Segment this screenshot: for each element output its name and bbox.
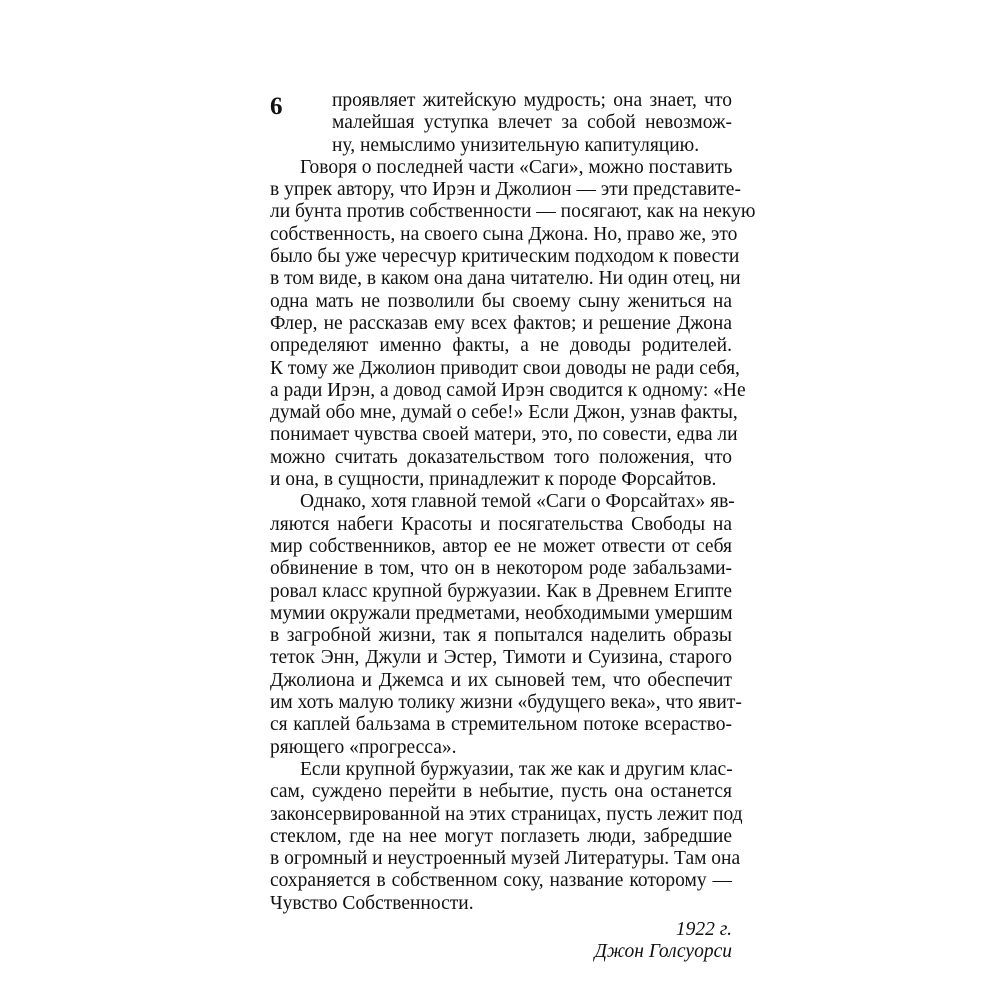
text-line: было бы уже чересчур критическим подходом к повести (270, 246, 740, 268)
text-line: в том виде, в каком она дана читателю. Ни один отец, ни (270, 268, 741, 290)
text-line: можно считать доказательством того положения, что (270, 446, 732, 468)
text-line: в огромный и неустроенный музей Литературы. Там она (270, 848, 741, 870)
text-line: ся каплей бальзама в стремительном потоке всераство- (270, 714, 732, 736)
text-line: ну, немыслимо унизительную капитуляцию. (332, 134, 700, 156)
signature-author: Джон Голсуорси (594, 941, 732, 963)
text-line: собственность, на своего сына Джона. Но, право же, это (270, 223, 738, 245)
text-line: проявляет житейскую мудрость; она знает, что (332, 90, 732, 111)
text-line: малейшая уступка влечет за собой невозмож- (332, 112, 732, 134)
text-line: ляются набеги Красоты и посягательства Свободы на (270, 513, 732, 535)
text-line: а ради Ирэн, а довод самой Ирэн сводится к одному: «Не (270, 379, 746, 401)
text-line: К тому же Джолион приводит свои доводы не ради себя, (270, 357, 740, 379)
text-line: Джолиона и Джемса и их сыновей тем, что обеспечит (270, 669, 732, 691)
text-line: стеклом, где на нее могут поглазеть люди, забредшие (270, 825, 732, 847)
text-line: Флер, не рассказав ему всех фактов; и решение Джона (270, 312, 732, 334)
text-line: Говоря о последней части «Саги», можно поставить (300, 156, 733, 178)
text-line: Если крупной буржуазии, так же как и другим клас- (300, 758, 733, 780)
page-number: 6 (270, 93, 283, 120)
text-line: ряющего «прогресса». (270, 736, 457, 758)
text-line: ровал класс крупной буржуазии. Как в Древнем Египте (270, 580, 732, 602)
text-line: Чувство Собственности. (270, 892, 474, 914)
text-line: в упрек автору, что Ирэн и Джолион — эти представите- (270, 179, 741, 201)
text-line: определяют именно факты, а не доводы родителей. (270, 335, 732, 357)
text-line: понимает чувства своей матери, это, по совести, едва ли (270, 424, 738, 446)
text-line: думай обо мне, думай о себе!» Если Джон, узнав факты, (270, 402, 738, 424)
text-line: ли бунта против собственности — посягают, как на некую (270, 201, 756, 223)
text-line: законсервированной на этих страницах, пусть лежит под (270, 803, 743, 825)
text-body (270, 90, 756, 915)
text-line: мир собственников, автор ее не может отвести от себя (270, 535, 732, 557)
signature-date: 1922 г. (675, 918, 732, 940)
text-line: и она, в сущности, принадлежит к породе Форсайтов. (270, 469, 717, 491)
text-line: мумии окружали предметами, необходимыми умершим (270, 602, 733, 624)
text-line: одна мать не позволили бы своему сыну жениться на (270, 290, 732, 312)
text-line: им хоть малую толику жизни «будущего века», что явит- (270, 692, 742, 714)
book-page (270, 90, 756, 964)
text-line: обвинение в том, что он в некотором роде забальзами- (270, 558, 732, 580)
text-line: теток Энн, Джули и Эстер, Тимоти и Суизина, старого (270, 647, 732, 669)
text-line: Однако, хотя главной темой «Саги о Форсайтах» яв- (300, 491, 735, 513)
text-line: в загробной жизни, так я попытался наделить образы (270, 625, 732, 647)
text-line: сохраняется в собственном соку, название которому — (270, 870, 732, 892)
text-line: сам, суждено перейти в небытие, пусть она останется (270, 781, 732, 803)
